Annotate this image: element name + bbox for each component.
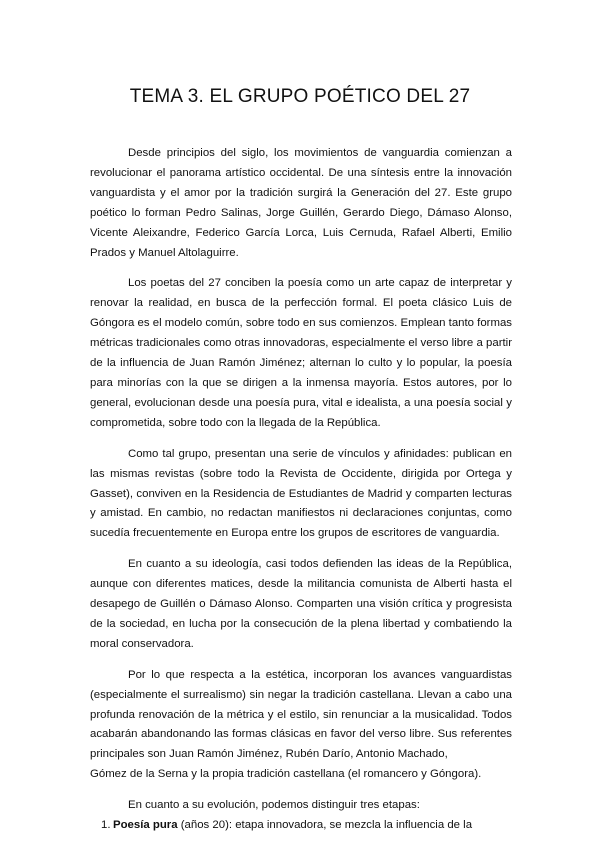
paragraph-etapas-intro: En cuanto a su evolución, podemos distinguir tres etapas:: [128, 799, 420, 812]
etapa-number: 1.: [101, 819, 111, 832]
page-title: TEMA 3. EL GRUPO POÉTICO DEL 27: [129, 86, 471, 107]
paragraph-intro: Desde principios del siglo, los movimientos de vanguardia comienzan a revolucionar el panorama artístico occidental. De una síntesis entre la innovación vanguardista y el amor por la tradición surgirá la Generación del 27. Este grupo poético lo forman Pedro Salinas, Jorge Guillén, Gerardo Diego, Dámaso Alonso, Vicente Aleixandre, Federico García Lorca, Luis Cernuda, Rafael Alberti, Emilio Prados y Manuel Altolaguirre.: [90, 147, 512, 259]
etapa-text: (años 20): etapa innovadora, se mezcla la influencia de la: [180, 819, 473, 832]
paragraph-grupo: Como tal grupo, presentan una serie de vínculos y afinidades: publican en las mismas revistas (sobre todo la Revista de Occidente, dirigida por Ortega y Gasset), conviven en la Residencia de Estudiantes de Madrid y comparten lecturas y amistad. En cambio, no redactan manifiestos ni declaraciones conjuntas, como sucedía frecuentemente en Europa entre los grupos de escritores de vanguardia.: [90, 447, 512, 540]
document-body: [90, 144, 512, 836]
estetica-main: Por lo que respecta a la estética, incorporan los avances vanguardistas (especialmente el surrealismo) sin negar la tradición castellana. Llevan a cabo una profunda renovación de la métrica y el estilo, sin renunciar a la musicalidad. Todos acabarán abandonando las formas clásicas en favor del verso libre. Sus referentes principales son Juan Ramón Jiménez, Rubén Darío, Antonio Machado,: [90, 668, 512, 761]
estetica-tail: Gómez de la Serna y la propia tradición castellana (el romancero y Góngora).: [90, 768, 482, 781]
paragraph-concepcion: Los poetas del 27 conciben la poesía como un arte capaz de interpretar y renovar la realidad, en busca de la perfección formal. El poeta clásico Luis de Góngora es el modelo común, sobre todo en sus comienzos. Emplean tanto formas métricas tradicionales como otras innovadoras, especialmente el verso libre a partir de la influencia de Juan Ramón Jiménez; alternan lo culto y lo popular, la poesía para minorías con la que se dirigen a la inmensa mayoría. Estos autores, por lo general, evolucionan desde una poesía pura, vital e idealista, a una poesía social y comprometida, sobre todo con la llegada de la República.: [90, 277, 512, 429]
list-item: [101, 816, 512, 836]
paragraph-ideologia: En cuanto a su ideología, casi todos defienden las ideas de la República, aunque con diferentes matices, desde la militancia comunista de Alberti hasta el desapego de Guillén o Dámaso Alonso. Comparten una visión crítica y progresista de la sociedad, en lucha por la consecución de la plena libertad y combatiendo la moral conservadora.: [90, 558, 512, 650]
etapas-list: [90, 816, 512, 836]
paragraph-estetica: [90, 666, 512, 785]
etapa-name: Poesía pura: [113, 819, 178, 832]
